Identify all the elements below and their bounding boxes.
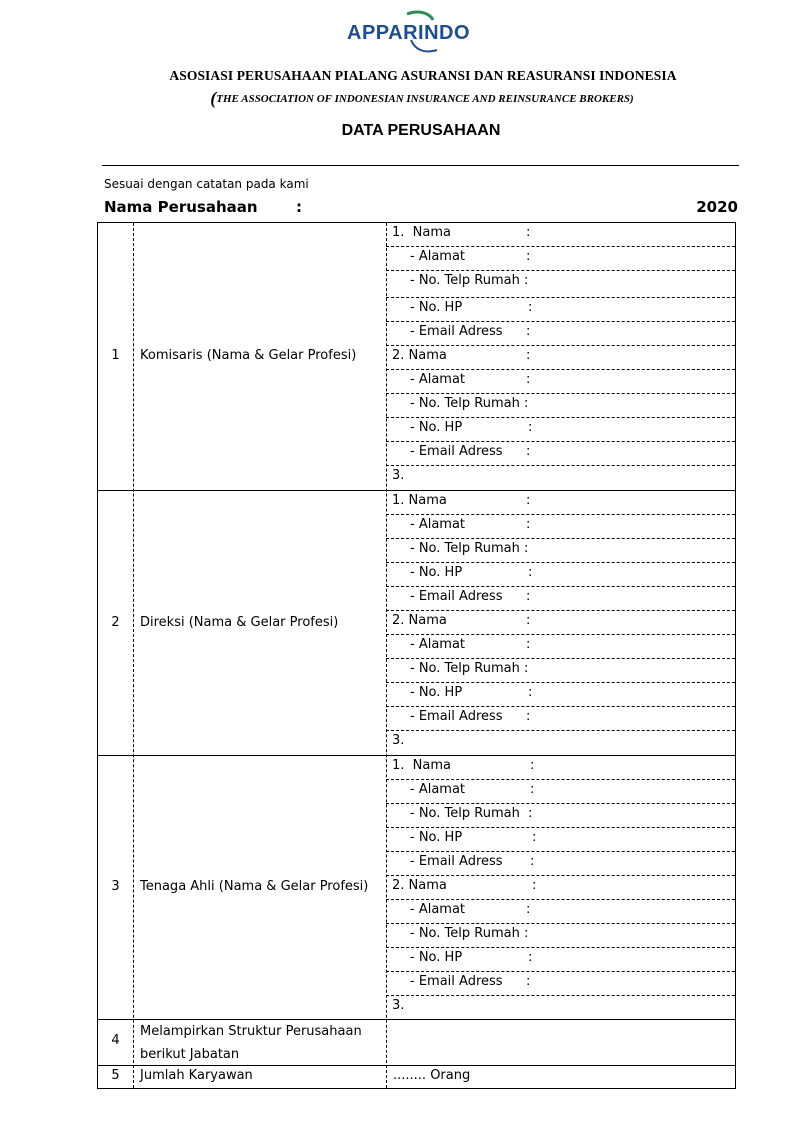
field-line	[386, 828, 735, 852]
document-title: DATA PERUSAHAAN	[341, 122, 501, 139]
field-label: - Alamat	[410, 637, 466, 652]
field-line	[386, 635, 735, 659]
row-number: 3	[111, 879, 120, 894]
row-label: Komisaris (Nama & Gelar Profesi)	[140, 348, 357, 363]
field-line	[386, 491, 735, 515]
organization-name: ASOSIASI PERUSAHAAN PIALANG ASURANSI DAN REASURANSI INDONESIA	[169, 68, 677, 83]
field-label: - No. Telp Rumah :	[410, 661, 529, 676]
field-line	[386, 247, 735, 271]
field-line	[386, 587, 735, 611]
field-label: - No. HP	[410, 420, 463, 435]
field-label: - Alamat	[410, 782, 466, 797]
table-row	[98, 223, 735, 490]
logo-text: APPARINDO	[347, 22, 471, 44]
field-label: - No. Telp Rumah :	[410, 396, 529, 411]
row-number: 2	[111, 615, 120, 630]
field-line	[386, 972, 735, 996]
field-line	[386, 223, 735, 247]
field-line	[386, 900, 735, 924]
field-colon: :	[528, 685, 533, 700]
row-value: ........ Orang	[393, 1068, 471, 1083]
row-number: 5	[111, 1068, 120, 1083]
field-line	[386, 298, 735, 322]
field-colon: :	[530, 854, 535, 869]
field-line	[386, 271, 735, 298]
field-label: - Email Adress	[410, 854, 503, 869]
field-line	[386, 394, 735, 418]
field-line	[386, 611, 735, 635]
field-line	[386, 876, 735, 900]
field-colon: :	[526, 348, 531, 363]
field-label: - No. HP	[410, 565, 463, 580]
field-colon: :	[528, 300, 533, 315]
field-colon: :	[530, 782, 535, 797]
field-label: 1. Nama	[392, 493, 447, 508]
field-label: 3.	[392, 733, 405, 748]
field-label: - No. HP	[410, 685, 463, 700]
organization-name-english	[0, 88, 794, 109]
field-line	[386, 442, 735, 466]
header-divider	[102, 165, 739, 166]
table-row	[98, 490, 735, 755]
table-row	[98, 755, 735, 1019]
field-colon: :	[526, 249, 531, 264]
field-label: - No. Telp Rumah	[410, 806, 520, 821]
field-colon: :	[530, 758, 535, 773]
field-label: - Alamat	[410, 372, 466, 387]
row-number: 1	[111, 348, 120, 363]
field-colon: :	[526, 709, 531, 724]
field-label: - Alamat	[410, 902, 466, 917]
field-label: - No. HP	[410, 950, 463, 965]
field-line	[386, 683, 735, 707]
field-line	[386, 804, 735, 828]
row-number: 4	[111, 1033, 120, 1048]
field-label: 3.	[392, 468, 405, 483]
field-colon: :	[526, 444, 531, 459]
company-name-label: Nama Perusahaan	[104, 198, 258, 216]
field-line	[386, 346, 735, 370]
field-label: - Email Adress	[410, 709, 503, 724]
field-line	[386, 466, 735, 490]
intro-note: Sesuai dengan catatan pada kami	[104, 177, 309, 191]
field-line	[386, 659, 735, 683]
field-colon: :	[526, 517, 531, 532]
field-label: - No. HP	[410, 300, 463, 315]
row-label-line-1: Melampirkan Struktur Perusahaan	[140, 1024, 362, 1039]
field-line	[386, 322, 735, 346]
field-line	[386, 731, 735, 756]
field-label: - Alamat	[410, 517, 466, 532]
organization-name-english-text: THE ASSOCIATION OF INDONESIAN INSURANCE AND REINSURANCE BROKERS)	[216, 93, 634, 105]
field-colon: :	[532, 878, 537, 893]
field-label: - No. Telp Rumah :	[410, 926, 529, 941]
field-line	[386, 418, 735, 442]
field-label: 1. Nama	[392, 225, 451, 240]
field-line	[386, 852, 735, 876]
field-colon: :	[528, 950, 533, 965]
field-label: 1. Nama	[392, 758, 451, 773]
field-line	[386, 948, 735, 972]
field-line	[386, 539, 735, 563]
field-colon: :	[526, 225, 531, 240]
field-label: 3.	[392, 998, 405, 1013]
year: 2020	[696, 198, 738, 216]
field-label: - No. HP	[410, 830, 463, 845]
field-label: - Email Adress	[410, 324, 503, 339]
field-colon: :	[528, 565, 533, 580]
field-label: 2. Nama	[392, 348, 447, 363]
field-label: - Email Adress	[410, 589, 503, 604]
field-colon: :	[526, 493, 531, 508]
field-line	[386, 370, 735, 394]
field-colon: :	[526, 324, 531, 339]
field-line	[386, 707, 735, 731]
field-label: - No. Telp Rumah :	[410, 273, 529, 288]
row-label: Tenaga Ahli (Nama & Gelar Profesi)	[140, 879, 369, 894]
field-colon: :	[528, 806, 533, 821]
field-label: 2. Nama	[392, 878, 447, 893]
company-name-colon: :	[296, 198, 302, 216]
field-label: - Alamat	[410, 249, 466, 264]
table-row	[98, 1065, 735, 1088]
field-colon: :	[528, 420, 533, 435]
row-label: Direksi (Nama & Gelar Profesi)	[140, 615, 339, 630]
company-data-table	[97, 222, 736, 1089]
field-line	[386, 924, 735, 948]
field-label: - Email Adress	[410, 444, 503, 459]
field-colon: :	[526, 589, 531, 604]
table-row	[98, 1019, 735, 1065]
field-colon: :	[532, 830, 537, 845]
field-label: - No. Telp Rumah :	[410, 541, 529, 556]
apparindo-logo	[345, 10, 495, 60]
field-colon: :	[526, 637, 531, 652]
field-label: 2. Nama	[392, 613, 447, 628]
field-colon: :	[526, 372, 531, 387]
field-line	[386, 563, 735, 587]
row-label: Jumlah Karyawan	[140, 1068, 253, 1083]
field-colon: :	[526, 902, 531, 917]
field-colon: :	[526, 613, 531, 628]
field-line	[386, 756, 735, 780]
field-line	[386, 780, 735, 804]
field-line	[386, 515, 735, 539]
field-colon: :	[526, 974, 531, 989]
row-label-line-2: berikut Jabatan	[140, 1047, 240, 1062]
field-label: - Email Adress	[410, 974, 503, 989]
field-line	[386, 996, 735, 1020]
open-paren: (	[210, 88, 217, 108]
